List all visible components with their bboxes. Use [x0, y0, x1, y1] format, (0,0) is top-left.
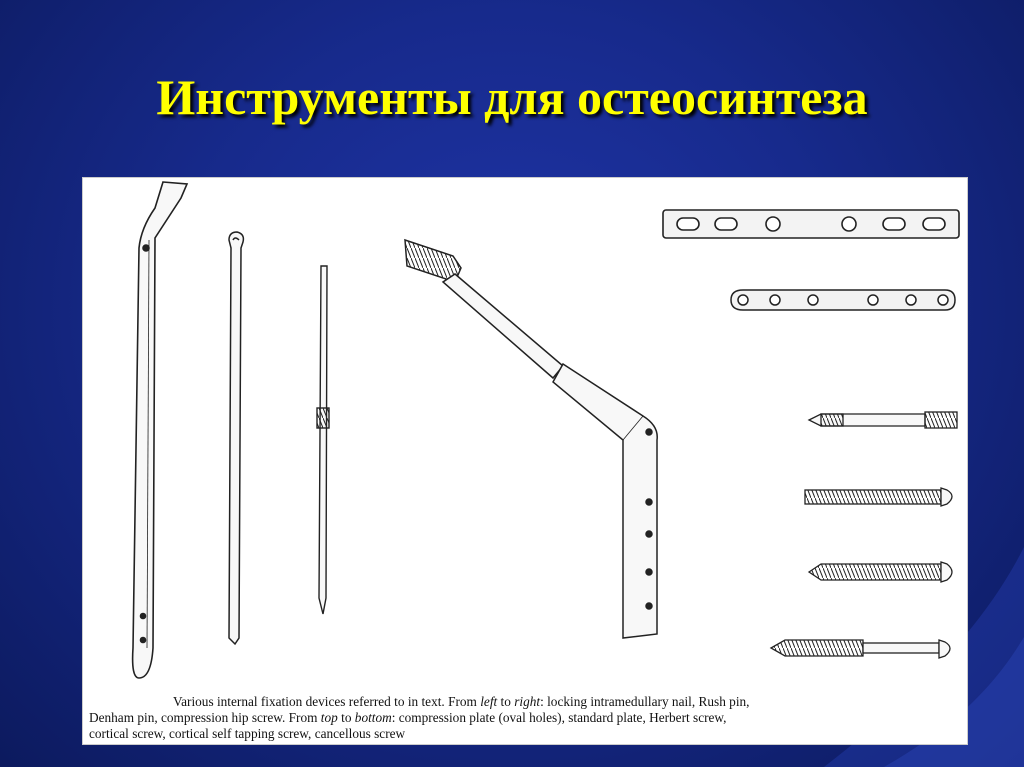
- caption-bottom: bottom: [354, 710, 392, 725]
- denham-pin: [317, 266, 329, 614]
- caption-to: to: [497, 694, 515, 709]
- standard-plate: [731, 290, 955, 310]
- caption-line-3: cortical screw, cortical self tapping screw, cancellous screw: [89, 726, 406, 741]
- fixation-devices-figure: [82, 177, 968, 745]
- slide-title: Инструменты для остеосинтеза: [156, 69, 868, 125]
- rush-pin: [229, 232, 243, 644]
- herbert-screw: [809, 412, 957, 428]
- cortical-self-tapping-screw: [809, 562, 952, 582]
- caption-line-1: [89, 694, 961, 710]
- compression-plate: [663, 210, 959, 238]
- caption-left: left: [480, 694, 498, 709]
- caption-text-2a: Denham pin, compression hip screw. From: [89, 710, 321, 725]
- cortical-screw: [805, 488, 952, 506]
- compression-hip-screw: [405, 240, 657, 638]
- devices-illustration: [83, 178, 967, 744]
- cancellous-screw: [771, 640, 950, 658]
- caption-text-1a: Various internal fixation devices referred to in text. From: [173, 694, 481, 709]
- intramedullary-nail: [133, 182, 187, 678]
- caption-to-2: to: [337, 710, 355, 725]
- caption-right: right: [514, 694, 541, 709]
- caption-text-1b: : locking intramedullary nail, Rush pin,: [540, 694, 750, 709]
- figure-caption: [89, 694, 961, 742]
- caption-line-2: [89, 710, 961, 726]
- caption-top: top: [320, 710, 338, 725]
- caption-text-2b: : compression plate (oval holes), standard plate, Herbert screw,: [391, 710, 727, 725]
